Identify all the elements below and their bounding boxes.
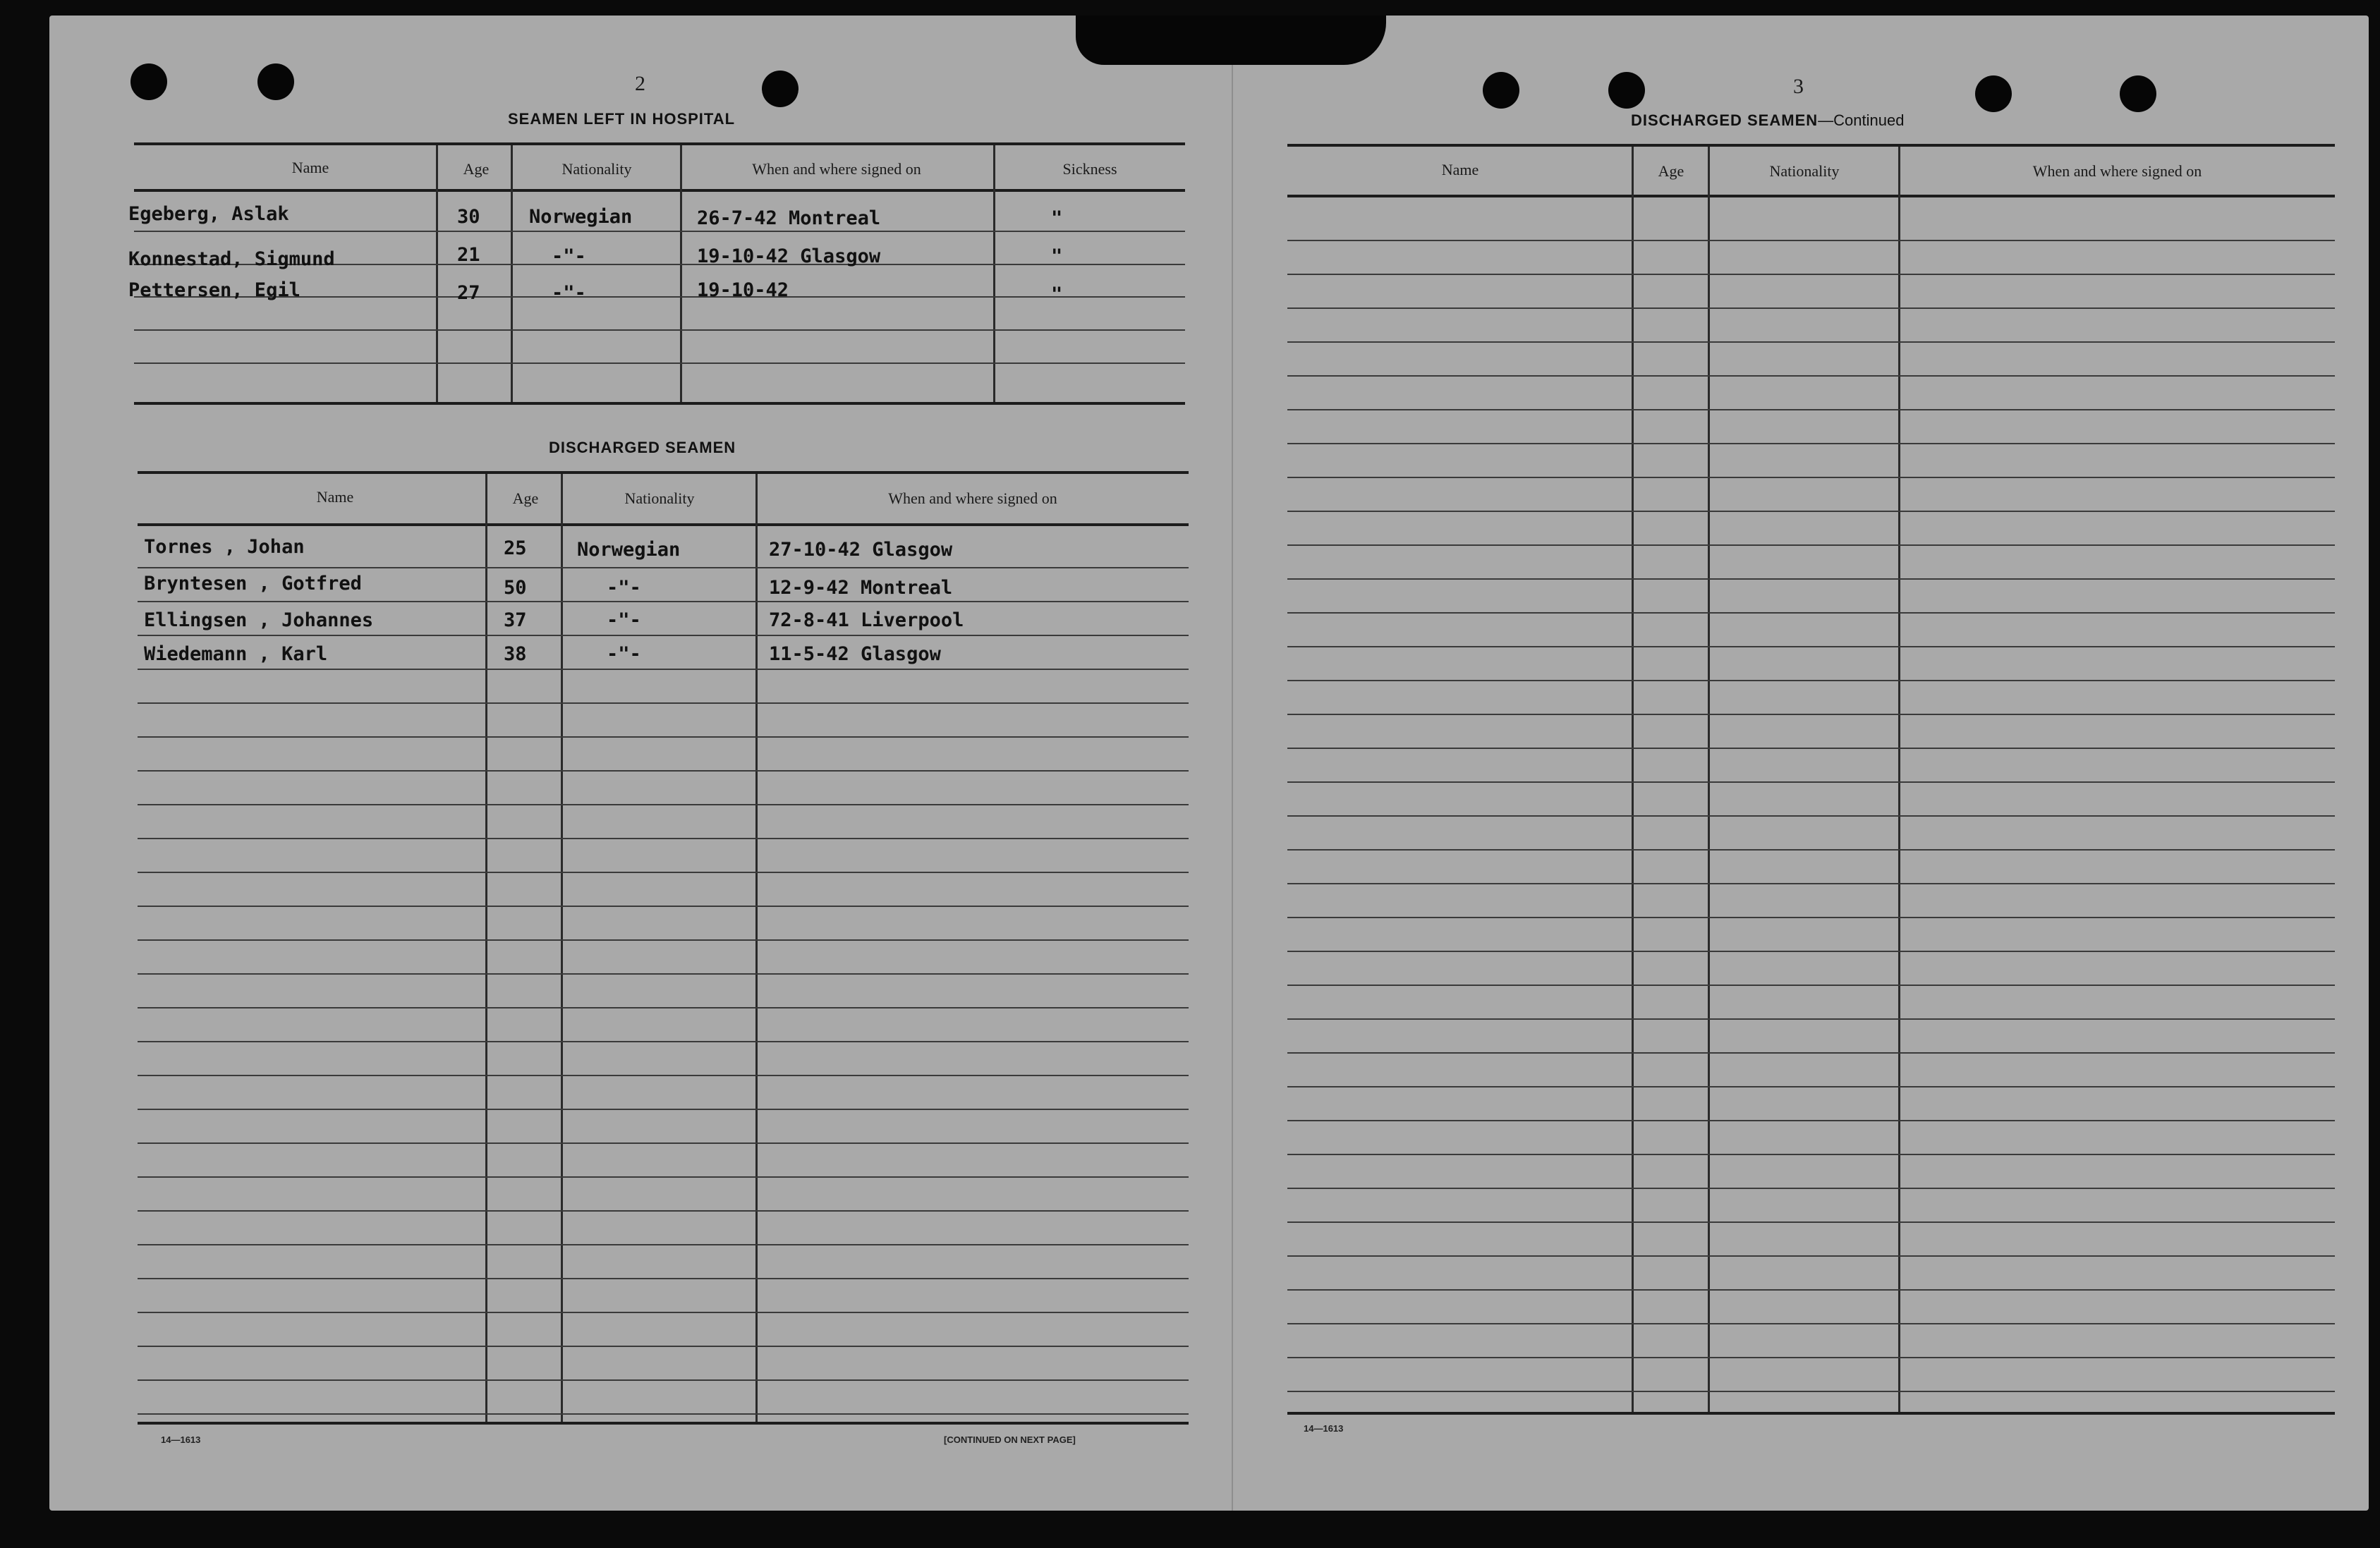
row-line [138, 939, 1189, 941]
cell-age: 27 [457, 282, 480, 304]
row-line [138, 1346, 1189, 1347]
row-line [138, 1278, 1189, 1279]
row-line [1287, 951, 2335, 952]
row-line [1287, 511, 2335, 512]
cell-signed-on: 19-10-42 Glasgow [697, 245, 881, 267]
cell-signed-on: 27-10-42 Glasgow [769, 539, 953, 561]
row-line [1287, 985, 2335, 986]
row-line [1287, 1323, 2335, 1324]
cell-nationality: Norwegian [529, 206, 633, 228]
cell-name: Ellingsen , Johannes [144, 609, 374, 631]
row-line [1287, 1018, 2335, 1020]
hospital-header-nationality: Nationality [561, 160, 632, 178]
row-line [1287, 375, 2335, 377]
row-line [138, 1210, 1189, 1212]
cell-age: 37 [504, 609, 527, 631]
row-line [138, 567, 1189, 568]
row-line [1287, 680, 2335, 681]
row-line [134, 362, 1185, 364]
hospital-col-divider [436, 145, 438, 403]
cell-name: Konnestad, Sigmund [128, 248, 335, 270]
hospital-bottom-rule [134, 402, 1185, 405]
right-header-name: Name [1441, 161, 1479, 178]
form-number-right: 14—1613 [1304, 1423, 1344, 1434]
row-line [1287, 477, 2335, 478]
row-line [1287, 714, 2335, 715]
right-bottom-rule [1287, 1412, 2335, 1415]
row-line [138, 1075, 1189, 1076]
page-number-left: 2 [635, 72, 645, 95]
right-col-divider [1632, 147, 1634, 1413]
right-col-divider [1898, 147, 1900, 1413]
cell-name: Wiedemann , Karl [144, 643, 328, 665]
cell-sickness: " [1051, 245, 1063, 267]
row-line [138, 601, 1189, 602]
discharged-section-title: DISCHARGED SEAMEN [549, 439, 736, 456]
punch-hole [257, 63, 294, 100]
row-line [138, 838, 1189, 839]
cell-age: 38 [504, 643, 527, 665]
row-line [138, 1142, 1189, 1144]
row-line [1287, 341, 2335, 343]
cell-name: Bryntesen , Gotfred [144, 573, 362, 595]
row-line [1287, 883, 2335, 884]
row-line [134, 231, 1185, 232]
row-line [1287, 1289, 2335, 1291]
discharged-bottom-rule [138, 1422, 1189, 1425]
discharged-col-divider [561, 474, 563, 1423]
cell-nationality: -"- [552, 282, 586, 304]
row-line [138, 669, 1189, 670]
row-line [1287, 1052, 2335, 1054]
row-line [1287, 1188, 2335, 1189]
row-line [1287, 646, 2335, 647]
cell-age: 21 [457, 244, 480, 266]
row-line [138, 1176, 1189, 1178]
row-line [138, 635, 1189, 636]
row-line [138, 1379, 1189, 1381]
row-line [1287, 815, 2335, 817]
page-fold [1232, 16, 1233, 1511]
cell-signed-on: 19-10-42 [697, 279, 789, 301]
row-line [1287, 1391, 2335, 1392]
hospital-col-divider [511, 145, 513, 403]
cell-nationality: -"- [552, 245, 586, 267]
right-title-main: DISCHARGED SEAMEN [1631, 111, 1819, 129]
cell-name: Tornes , Johan [144, 536, 305, 558]
hospital-col-divider [993, 145, 995, 403]
row-line [1287, 443, 2335, 444]
row-line [138, 906, 1189, 907]
hospital-section-title: SEAMEN LEFT IN HOSPITAL [508, 110, 736, 128]
row-line [138, 1413, 1189, 1415]
row-line [138, 872, 1189, 873]
row-line [1287, 274, 2335, 275]
right-top-rule [1287, 144, 2335, 147]
row-line [1287, 1120, 2335, 1121]
cell-name: Pettersen, Egil [128, 279, 300, 301]
discharged-col-divider [485, 474, 487, 1423]
discharged-top-rule [138, 471, 1189, 474]
row-line [1287, 781, 2335, 783]
cell-nationality: -"- [607, 643, 641, 665]
cell-nationality: -"- [607, 577, 641, 599]
right-title-suffix: —Continued [1818, 111, 1905, 129]
row-line [138, 1041, 1189, 1042]
row-line [138, 770, 1189, 772]
row-line [1287, 917, 2335, 918]
right-header-age: Age [1658, 162, 1684, 180]
punch-hole [130, 63, 167, 100]
row-line [1287, 1255, 2335, 1257]
right-header-signed-on: When and where signed on [2032, 162, 2202, 180]
discharged-header-nationality: Nationality [624, 489, 695, 507]
row-line [138, 804, 1189, 805]
discharged-header-age: Age [512, 489, 539, 507]
cell-signed-on: 12-9-42 Montreal [769, 577, 953, 599]
row-line [138, 1007, 1189, 1008]
page-number-right: 3 [1793, 75, 1804, 98]
discharged-header-rule [138, 523, 1189, 526]
cell-signed-on: 72-8-41 Liverpool [769, 609, 964, 631]
row-line [138, 1312, 1189, 1313]
row-line [138, 1109, 1189, 1110]
cell-sickness: " [1051, 207, 1063, 229]
cell-nationality: Norwegian [577, 539, 681, 561]
discharged-header-signed-on: When and where signed on [888, 489, 1057, 507]
form-number-left: 14—1613 [161, 1434, 201, 1445]
row-line [1287, 1357, 2335, 1358]
cell-age: 25 [504, 537, 527, 559]
row-line [138, 1244, 1189, 1245]
cell-nationality: -"- [607, 609, 641, 631]
row-line [138, 973, 1189, 975]
row-line [134, 329, 1185, 331]
row-line [1287, 748, 2335, 749]
right-section-title [1631, 111, 1904, 130]
hospital-header-sickness: Sickness [1062, 160, 1117, 178]
row-line [1287, 612, 2335, 614]
punch-hole [762, 71, 799, 107]
row-line [1287, 849, 2335, 851]
punch-hole [1975, 75, 2012, 112]
right-header-rule [1287, 195, 2335, 197]
document-sheet [49, 16, 2369, 1511]
torn-edge [1076, 16, 1386, 65]
row-line [1287, 240, 2335, 241]
row-line [1287, 544, 2335, 546]
hospital-top-rule [134, 142, 1185, 145]
row-line [1287, 307, 2335, 309]
right-header-nationality: Nationality [1769, 162, 1840, 180]
hospital-header-name: Name [291, 159, 329, 176]
row-line [1287, 1221, 2335, 1223]
punch-hole [1608, 72, 1645, 109]
hospital-header-signed-on: When and where signed on [752, 160, 921, 178]
row-line [1287, 1154, 2335, 1155]
cell-age: 30 [457, 206, 480, 228]
discharged-header-name: Name [316, 488, 354, 506]
punch-hole [1483, 72, 1519, 109]
cell-name: Egeberg, Aslak [128, 203, 289, 225]
row-line [138, 702, 1189, 704]
discharged-col-divider [755, 474, 758, 1423]
cell-age: 50 [504, 577, 527, 599]
row-line [1287, 578, 2335, 580]
hospital-header-rule [134, 189, 1185, 192]
row-line [138, 736, 1189, 738]
cell-sickness: " [1051, 284, 1063, 305]
hospital-col-divider [680, 145, 682, 403]
cell-signed-on: 11-5-42 Glasgow [769, 643, 941, 665]
row-line [1287, 1086, 2335, 1087]
hospital-header-age: Age [463, 160, 490, 178]
continued-note: [CONTINUED ON NEXT PAGE] [944, 1434, 1076, 1445]
right-col-divider [1708, 147, 1710, 1413]
cell-signed-on: 26-7-42 Montreal [697, 207, 881, 229]
row-line [1287, 409, 2335, 410]
punch-hole [2120, 75, 2156, 112]
